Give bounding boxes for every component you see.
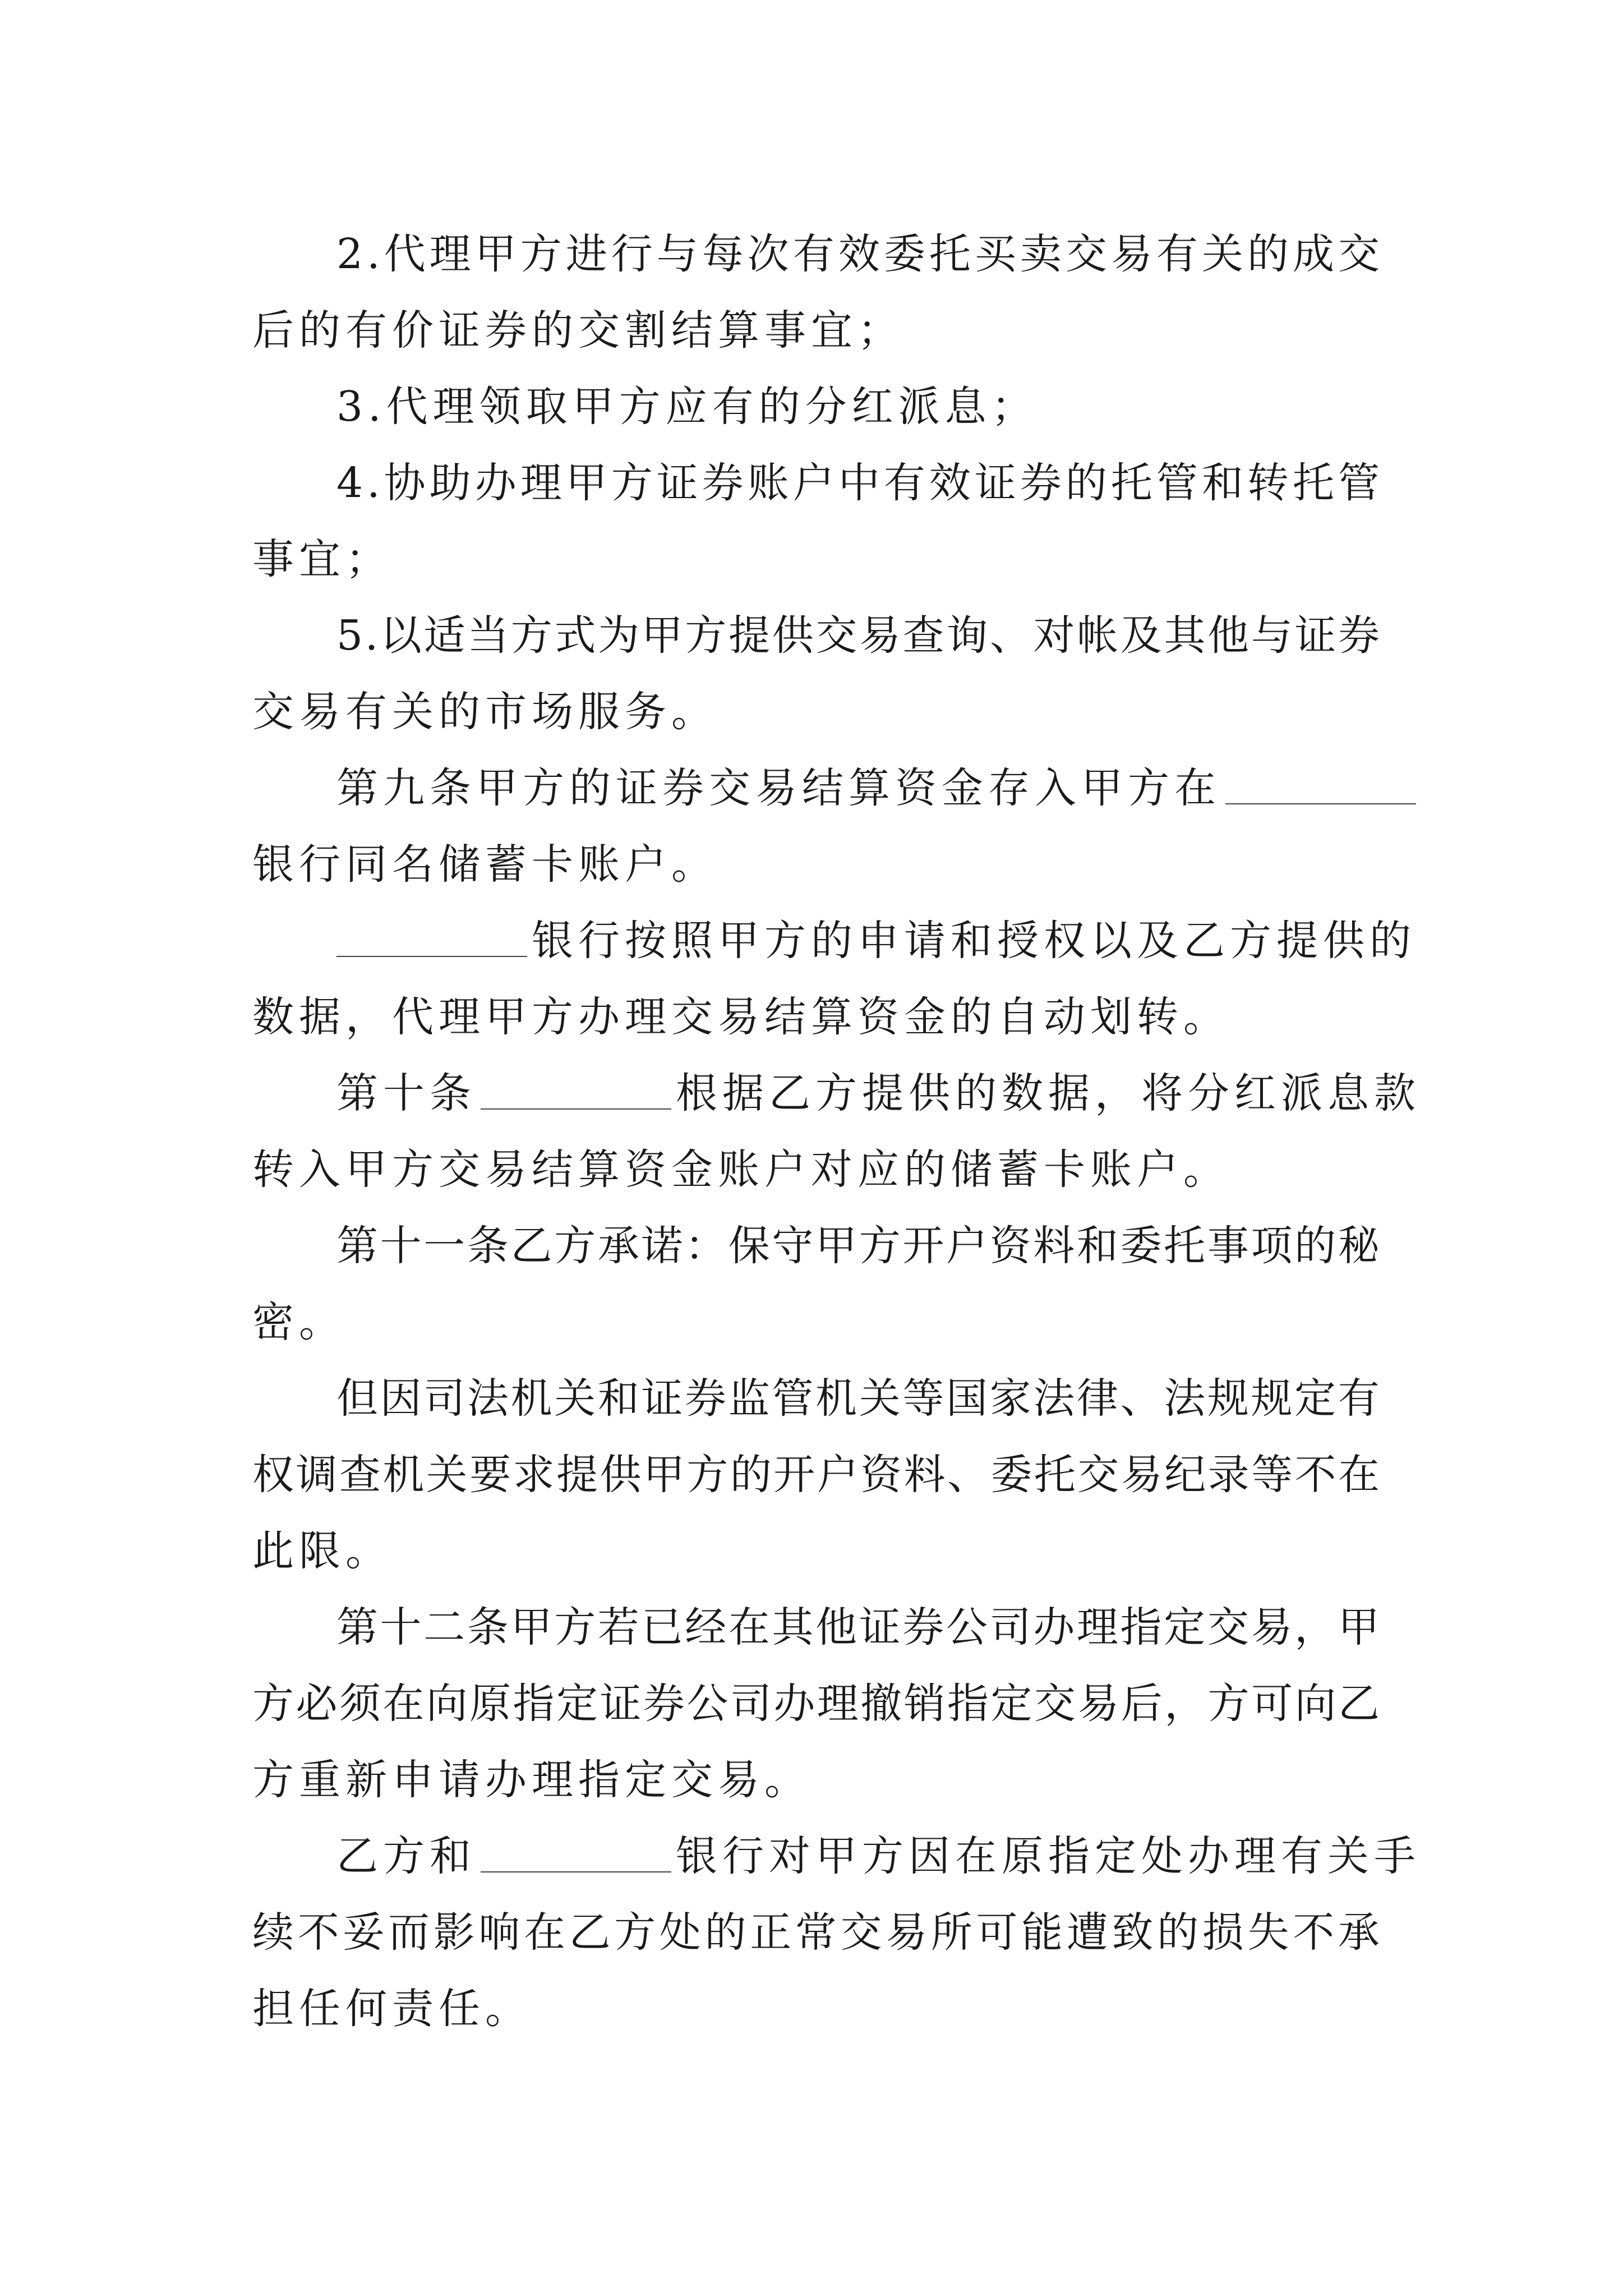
text-glyph: 办 (474, 459, 517, 507)
text-glyph: 成 (1292, 230, 1334, 278)
text-glyph: 第 (336, 1603, 378, 1651)
text-glyph: 托 (1292, 459, 1334, 507)
text-glyph: 委 (883, 230, 925, 278)
text-glyph: 规 (1207, 1374, 1249, 1423)
text-glyph: 原 (469, 1680, 511, 1728)
text-glyph: 方 (510, 611, 552, 660)
text-glyph: 第 (336, 1222, 378, 1270)
text-glyph: 甲 (815, 1222, 857, 1270)
fill-in-blank (481, 1069, 671, 1110)
paragraph-line (252, 903, 1416, 979)
text-glyph: 易 (886, 1908, 928, 1957)
document-page (252, 216, 1421, 2047)
text-glyph: 证 (1294, 611, 1336, 660)
text-glyph: 后 (1121, 1680, 1163, 1728)
text-glyph: 可 (1251, 1680, 1293, 1728)
text-glyph: 办 (773, 1680, 815, 1728)
text-glyph: 十 (380, 1222, 422, 1270)
text-glyph: 指 (1120, 1603, 1162, 1651)
text-glyph: 关 (554, 1374, 596, 1423)
text-glyph: 的 (730, 1451, 772, 1499)
text-glyph: 诺 (641, 1222, 683, 1270)
paragraph-line (252, 597, 1380, 674)
text-glyph: 理 (817, 1680, 859, 1728)
text-glyph: 他 (1207, 611, 1249, 660)
fill-in-blank (1225, 764, 1416, 804)
text-glyph: 纪 (1164, 1451, 1206, 1499)
text-glyph: 方 (614, 1908, 656, 1957)
text-glyph: 供 (600, 1451, 642, 1499)
text-glyph: 定 (1294, 1374, 1336, 1423)
text-glyph: ， (1164, 1680, 1206, 1728)
text-glyph: 方 (611, 459, 653, 507)
text-glyph: 响 (478, 1908, 520, 1957)
text-glyph: 甲 (474, 230, 517, 278)
text-glyph: 机 (382, 1451, 425, 1499)
text-glyph: 在 (728, 1603, 770, 1651)
text-glyph: 与 (1251, 611, 1293, 660)
paragraph-line (252, 1818, 1421, 1894)
text-glyph: 不 (1294, 1451, 1336, 1499)
text-glyph: 委 (1120, 1222, 1162, 1270)
text-glyph: 事 (1207, 1222, 1249, 1270)
text-glyph: 但 (336, 1374, 378, 1423)
text-glyph: 效 (929, 459, 971, 507)
text-glyph: 方 (520, 230, 562, 278)
text-glyph: 守 (772, 1222, 814, 1270)
text-glyph: 等 (1251, 1451, 1293, 1499)
paragraph-line: 3.代理领取甲方应有的分红派息； (336, 383, 1038, 431)
text-glyph: 效 (838, 230, 880, 278)
text-glyph: 为 (598, 611, 640, 660)
paragraph-line: 此限。 (252, 1527, 392, 1575)
text-glyph: 影 (433, 1908, 475, 1957)
text-glyph: 关 (1201, 230, 1243, 278)
text-glyph: 监 (728, 1374, 770, 1423)
text-glyph: 询 (946, 611, 988, 660)
text-glyph: 甲 (1338, 1603, 1380, 1651)
text-glyph: 交 (1338, 230, 1380, 278)
text-glyph: 及 (1120, 611, 1162, 660)
clause-party-text: 乙方和 (336, 1832, 476, 1880)
text-glyph: 证 (656, 459, 698, 507)
text-glyph: 中 (838, 459, 880, 507)
text-glyph: 续 (252, 1908, 294, 1957)
text-glyph: 必 (296, 1680, 338, 1728)
paragraph-line (252, 216, 1380, 292)
text-glyph: 易 (859, 611, 901, 660)
text-glyph: 能 (1021, 1908, 1063, 1957)
text-glyph: 有 (883, 459, 925, 507)
paragraph-line: 后的有价证券的交割结算事宜； (252, 306, 904, 355)
text-glyph: 户 (817, 1451, 859, 1499)
text-glyph: 方 (685, 611, 727, 660)
clause-bank-text: 银行对甲方因在原指定处办理有关手 (676, 1832, 1421, 1880)
text-glyph: 承 (597, 1222, 639, 1270)
text-glyph: 向 (426, 1680, 468, 1728)
paragraph-line (252, 1665, 1380, 1742)
text-glyph: 所 (930, 1908, 972, 1957)
text-glyph: 机 (815, 1374, 857, 1423)
text-glyph: 证 (974, 459, 1016, 507)
text-glyph: 易 (1251, 1603, 1293, 1651)
text-glyph: 法 (1164, 1374, 1206, 1423)
text-glyph: 等 (902, 1374, 944, 1423)
article-9-text: 第九条甲方的证券交易结算资金存入甲方在 (336, 764, 1221, 812)
text-glyph: 提 (728, 611, 771, 660)
paragraph-line: 密。 (252, 1298, 345, 1346)
text-glyph: 证 (641, 1374, 683, 1423)
text-glyph: 常 (795, 1908, 837, 1957)
text-glyph: 管 (1156, 459, 1198, 507)
text-glyph: 、 (989, 611, 1031, 660)
text-glyph: 乙 (1338, 1680, 1380, 1728)
paragraph-line (252, 1360, 1380, 1437)
paragraph-line (252, 1437, 1380, 1513)
text-glyph: 助 (429, 459, 471, 507)
text-glyph: 行 (611, 230, 653, 278)
text-glyph: 在 (523, 1908, 565, 1957)
text-glyph: 方 (1207, 1680, 1249, 1728)
text-glyph: 项 (1251, 1222, 1293, 1270)
text-glyph: 妥 (343, 1908, 385, 1957)
text-glyph: 和 (597, 1374, 639, 1423)
text-glyph: 有 (792, 230, 834, 278)
bank-clause-text: 银行按照甲方的申请和授权以及乙方提供的 (532, 917, 1416, 965)
text-glyph: 料 (1033, 1222, 1075, 1270)
text-glyph: 的 (1247, 230, 1289, 278)
text-glyph: 定 (990, 1680, 1032, 1728)
text-glyph: 开 (773, 1451, 815, 1499)
text-glyph: 十 (380, 1603, 422, 1651)
text-glyph: 有 (1156, 230, 1198, 278)
text-glyph: 的 (1294, 1222, 1336, 1270)
text-glyph: 向 (1294, 1680, 1336, 1728)
text-glyph: 每 (702, 230, 744, 278)
text-glyph: 甲 (641, 611, 683, 660)
text-glyph: 在 (1338, 1451, 1380, 1499)
text-glyph: 券 (1020, 459, 1062, 507)
text-glyph: 交 (1065, 230, 1107, 278)
text-glyph: 和 (1076, 1222, 1118, 1270)
paragraph-line (252, 1589, 1380, 1665)
text-glyph: 理 (1076, 1603, 1118, 1651)
text-glyph: 国 (946, 1374, 988, 1423)
fill-in-blank (481, 1832, 671, 1872)
text-glyph: 乙 (569, 1908, 611, 1957)
text-glyph: 托 (929, 230, 971, 278)
text-glyph: 条 (467, 1603, 509, 1651)
paragraph-line (252, 1894, 1380, 1971)
text-glyph: 指 (513, 1680, 555, 1728)
text-glyph: 律 (1076, 1374, 1118, 1423)
text-glyph: 易 (1077, 1680, 1119, 1728)
text-glyph: 资 (860, 1451, 902, 1499)
text-glyph: 不 (1293, 1908, 1335, 1957)
text-glyph: 销 (903, 1680, 946, 1728)
text-glyph: 甲 (643, 1451, 685, 1499)
text-glyph: 券 (1338, 611, 1380, 660)
text-glyph: 处 (659, 1908, 701, 1957)
text-glyph: 4 (336, 459, 363, 507)
text-glyph: 、 (1120, 1374, 1162, 1423)
text-glyph: 求 (513, 1451, 555, 1499)
text-glyph: 对 (1033, 611, 1075, 660)
text-glyph: 因 (380, 1374, 422, 1423)
text-glyph: 易 (1121, 1451, 1163, 1499)
paragraph-line: 交易有关的市场服务。 (252, 688, 718, 736)
text-glyph: 以 (380, 611, 422, 660)
text-glyph: 管 (772, 1374, 814, 1423)
text-glyph: 2 (336, 230, 363, 278)
text-glyph: 交 (1077, 1451, 1119, 1499)
text-glyph: 其 (772, 1603, 814, 1651)
text-glyph: 规 (1251, 1374, 1293, 1423)
text-glyph: ， (1294, 1603, 1336, 1651)
text-glyph: 正 (750, 1908, 792, 1957)
text-glyph: 机 (510, 1374, 552, 1423)
text-glyph: 撤 (860, 1680, 902, 1728)
text-glyph: 甲 (565, 459, 607, 507)
text-glyph: . (367, 230, 380, 278)
text-glyph: 托 (1110, 459, 1152, 507)
text-glyph: 开 (902, 1222, 944, 1270)
text-glyph: 卖 (1020, 230, 1062, 278)
paragraph-line: 事宜； (252, 535, 392, 583)
text-glyph: 户 (946, 1222, 988, 1270)
text-glyph: 的 (1065, 459, 1107, 507)
article-10-text: 根据乙方提供的数据，将分红派息款 (676, 1069, 1421, 1117)
paragraph-line (252, 445, 1380, 521)
text-glyph: 关 (426, 1451, 468, 1499)
text-glyph: 户 (792, 459, 834, 507)
text-glyph: 法 (1033, 1374, 1075, 1423)
text-glyph: 乙 (510, 1222, 552, 1270)
text-glyph: 有 (1338, 1374, 1380, 1423)
text-glyph: 当 (467, 611, 509, 660)
text-glyph: 方 (252, 1680, 294, 1728)
text-glyph: 而 (388, 1908, 430, 1957)
paragraph-line: 方重新申请办理指定交易。 (252, 1756, 811, 1804)
article-10-label: 第十条 (336, 1069, 476, 1117)
text-glyph: 公 (946, 1603, 988, 1651)
text-glyph: 方 (686, 1451, 728, 1499)
text-glyph: 经 (685, 1603, 727, 1651)
fill-in-blank (336, 917, 527, 957)
text-glyph: 5 (336, 611, 363, 660)
text-glyph: 供 (772, 611, 814, 660)
text-glyph: 致 (1112, 1908, 1154, 1957)
text-glyph: 管 (1338, 459, 1380, 507)
text-glyph: 法 (467, 1374, 509, 1423)
paragraph-line: 银行同名储蓄卡账户。 (252, 840, 718, 889)
paragraph-line: 转入甲方交易结算资金账户对应的储蓄卡账户。 (252, 1145, 1230, 1194)
text-glyph: 交 (840, 1908, 882, 1957)
text-glyph: 理 (520, 459, 562, 507)
text-glyph: 账 (747, 459, 789, 507)
text-glyph: 进 (565, 230, 607, 278)
text-glyph: 理 (429, 230, 471, 278)
text-glyph: . (365, 611, 379, 660)
text-glyph: 不 (297, 1908, 339, 1957)
paragraph-line (252, 1055, 1421, 1131)
text-glyph: 查 (902, 611, 944, 660)
paragraph-line: 数据，代理甲方办理交易结算资金的自动划转。 (252, 993, 1230, 1041)
text-glyph: 损 (1202, 1908, 1244, 1957)
text-glyph: 承 (1338, 1908, 1380, 1957)
text-glyph: 交 (1207, 1603, 1249, 1651)
text-glyph: 保 (728, 1222, 770, 1270)
text-glyph: 家 (989, 1374, 1031, 1423)
text-glyph: 提 (556, 1451, 598, 1499)
text-glyph: 式 (554, 611, 596, 660)
text-glyph: 托 (1164, 1222, 1206, 1270)
text-glyph: 定 (556, 1680, 598, 1728)
text-glyph: 适 (423, 611, 465, 660)
text-glyph: 司 (989, 1603, 1031, 1651)
text-glyph: 交 (815, 611, 857, 660)
text-glyph: 须 (339, 1680, 381, 1728)
text-glyph: 司 (730, 1680, 772, 1728)
text-glyph: 二 (423, 1603, 465, 1651)
text-glyph: 券 (685, 1374, 727, 1423)
text-glyph: 方 (859, 1222, 901, 1270)
text-glyph: 证 (859, 1603, 901, 1651)
text-glyph: 和 (1201, 459, 1243, 507)
text-glyph: 方 (554, 1603, 596, 1651)
text-glyph: 方 (554, 1222, 596, 1270)
paragraph-line (252, 1208, 1380, 1284)
text-glyph: 与 (656, 230, 698, 278)
text-glyph: 券 (902, 1603, 944, 1651)
text-glyph: 券 (643, 1680, 685, 1728)
text-glyph: 在 (382, 1680, 425, 1728)
text-glyph: 调 (296, 1451, 338, 1499)
text-glyph: 司 (423, 1374, 465, 1423)
text-glyph: 代 (384, 230, 426, 278)
paragraph-line: 担任何责任。 (252, 1985, 532, 2033)
paragraph-line (252, 750, 1380, 826)
text-glyph: 公 (686, 1680, 728, 1728)
text-glyph: 帐 (1077, 611, 1119, 660)
text-glyph: 一 (423, 1222, 465, 1270)
text-glyph: 遭 (1066, 1908, 1108, 1957)
text-glyph: 权 (252, 1451, 294, 1499)
text-glyph: 其 (1164, 611, 1206, 660)
text-glyph: 关 (859, 1374, 901, 1423)
text-glyph: 次 (747, 230, 789, 278)
text-glyph: 的 (1157, 1908, 1199, 1957)
text-glyph: 已 (641, 1603, 683, 1651)
text-glyph: 转 (1247, 459, 1289, 507)
text-glyph: 要 (469, 1451, 511, 1499)
text-glyph: 录 (1207, 1451, 1249, 1499)
text-glyph: 查 (339, 1451, 381, 1499)
text-glyph: 秘 (1338, 1222, 1380, 1270)
text-glyph: 托 (1034, 1451, 1076, 1499)
text-glyph: 可 (976, 1908, 1018, 1957)
text-glyph: 办 (1033, 1603, 1075, 1651)
text-glyph: 、 (947, 1451, 989, 1499)
text-glyph: 交 (1034, 1680, 1076, 1728)
text-glyph: 协 (384, 459, 426, 507)
text-glyph: 若 (597, 1603, 639, 1651)
text-glyph: 委 (990, 1451, 1032, 1499)
text-glyph: 料 (903, 1451, 946, 1499)
text-glyph: . (367, 459, 380, 507)
text-glyph: 买 (974, 230, 1016, 278)
text-glyph: 证 (600, 1680, 642, 1728)
text-glyph: 他 (815, 1603, 857, 1651)
text-glyph: 资 (989, 1222, 1031, 1270)
text-glyph: ： (685, 1222, 727, 1270)
text-glyph: 失 (1247, 1908, 1289, 1957)
text-glyph: 定 (1164, 1603, 1206, 1651)
text-glyph: 指 (947, 1680, 989, 1728)
text-glyph: 的 (704, 1908, 746, 1957)
text-glyph: 甲 (510, 1603, 552, 1651)
text-glyph: 券 (702, 459, 744, 507)
text-glyph: 条 (467, 1222, 509, 1270)
text-glyph: 易 (1110, 230, 1152, 278)
